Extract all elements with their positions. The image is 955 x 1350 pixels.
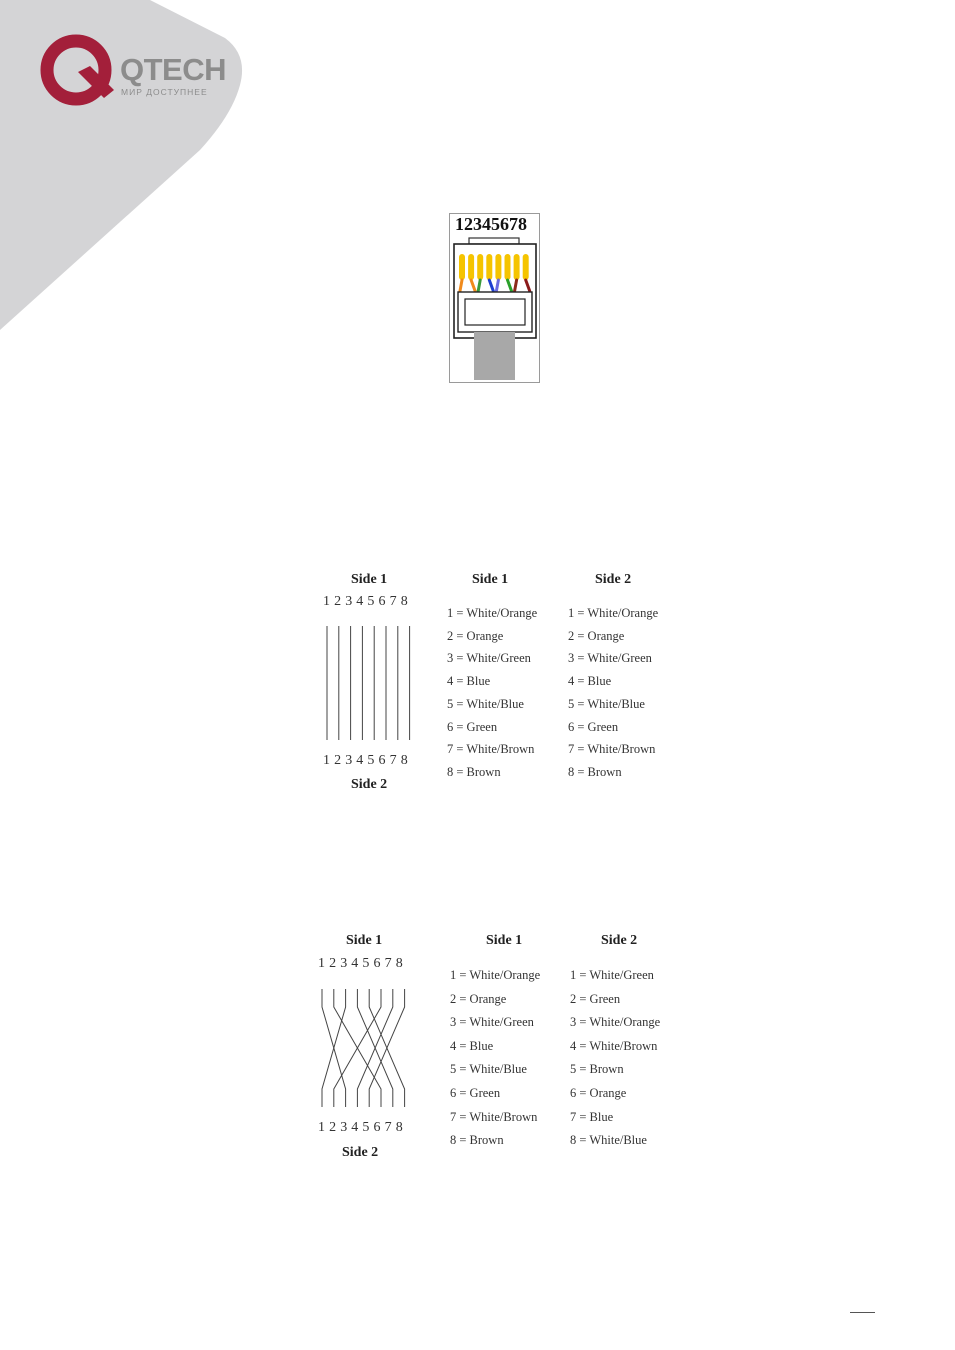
crossover-side2-pin-6: 6 = Orange	[570, 1086, 627, 1100]
straight-side1-pin-8: 8 = Brown	[447, 764, 501, 779]
straight-side1-pin-3: 3 = White/Green	[447, 651, 531, 666]
straight-side2-pin-7: 7 = White/Brown	[568, 742, 656, 757]
straight-side1-pin-7: 7 = White/Brown	[447, 742, 535, 757]
straight-side1-title: Side 1	[351, 572, 388, 587]
crossover-side1-pin-5: 5 = White/Blue	[450, 1062, 527, 1077]
straight-pins-top: 1 2 3 4 5 6 7 8	[323, 594, 408, 609]
crossover-side2-pin-7: 7 = Blue	[570, 1109, 614, 1124]
crossover-list1-title: Side 1	[486, 933, 523, 948]
crossover-side2-pin-3: 3 = White/Orange	[570, 1015, 661, 1030]
crossover-pins-top: 1 2 3 4 5 6 7 8	[318, 956, 403, 971]
crossover-side2-pin-2: 2 = Green	[570, 991, 621, 1006]
straight-side1-pin-1: 1 = White/Orange	[447, 606, 538, 620]
straight-side1-pin-2: 2 = Orange	[447, 628, 504, 643]
crossover-wire-7	[357, 989, 392, 1107]
crossover-pins-bottom: 1 2 3 4 5 6 7 8	[318, 1120, 403, 1135]
crossover-side1-pin-3: 3 = White/Green	[450, 1015, 534, 1030]
crossover-side1-pin-2: 2 = Orange	[450, 991, 507, 1006]
connector-pin-numbers: 12345678	[455, 214, 527, 234]
crossover-side1-title: Side 1	[346, 933, 383, 948]
crossover-side2-pin-4: 4 = White/Brown	[570, 1038, 658, 1053]
straight-side2-pin-3: 3 = White/Green	[568, 651, 652, 666]
crossover-side2-pin-1: 1 = White/Green	[570, 968, 654, 982]
crossover-side1-pin-6: 6 = Green	[450, 1086, 501, 1100]
brand-tagline: МИР ДОСТУПНЕЕ	[121, 87, 208, 97]
straight-side2-pin-4: 4 = Blue	[568, 674, 612, 689]
straight-side2-pin-6: 6 = Green	[568, 719, 619, 734]
crossover-side1-pin-8: 8 = Brown	[450, 1133, 504, 1148]
crossover-side2-label: Side 2	[342, 1145, 379, 1160]
straight-side2-pin-2: 2 = Orange	[568, 628, 625, 643]
straight-side2-pin-8: 8 = Brown	[568, 764, 622, 779]
brand-name: QTECH	[120, 52, 226, 87]
crossover-side1-pin-7: 7 = White/Brown	[450, 1109, 538, 1124]
crossover-wire-8	[369, 989, 404, 1107]
crossover-side1-pin-1: 1 = White/Orange	[450, 968, 541, 982]
crossover-side2-pin-5: 5 = Brown	[570, 1062, 624, 1077]
crossover-side2-pin-8: 8 = White/Blue	[570, 1133, 647, 1148]
straight-side2-pin-1: 1 = White/Orange	[568, 606, 659, 620]
crossover-side1-pin-4: 4 = Blue	[450, 1038, 494, 1053]
straight-side1-pin-5: 5 = White/Blue	[447, 696, 524, 711]
straight-list2-title: Side 2	[595, 572, 632, 587]
straight-side1-pin-6: 6 = Green	[447, 719, 498, 734]
straight-pins-bottom: 1 2 3 4 5 6 7 8	[323, 753, 408, 768]
straight-list1-title: Side 1	[472, 572, 509, 587]
straight-side1-pin-4: 4 = Blue	[447, 674, 491, 689]
straight-side2-pin-5: 5 = White/Blue	[568, 696, 645, 711]
page-number-rule	[850, 1312, 875, 1313]
crossover-list2-title: Side 2	[601, 933, 638, 948]
straight-side2-label: Side 2	[351, 777, 388, 792]
